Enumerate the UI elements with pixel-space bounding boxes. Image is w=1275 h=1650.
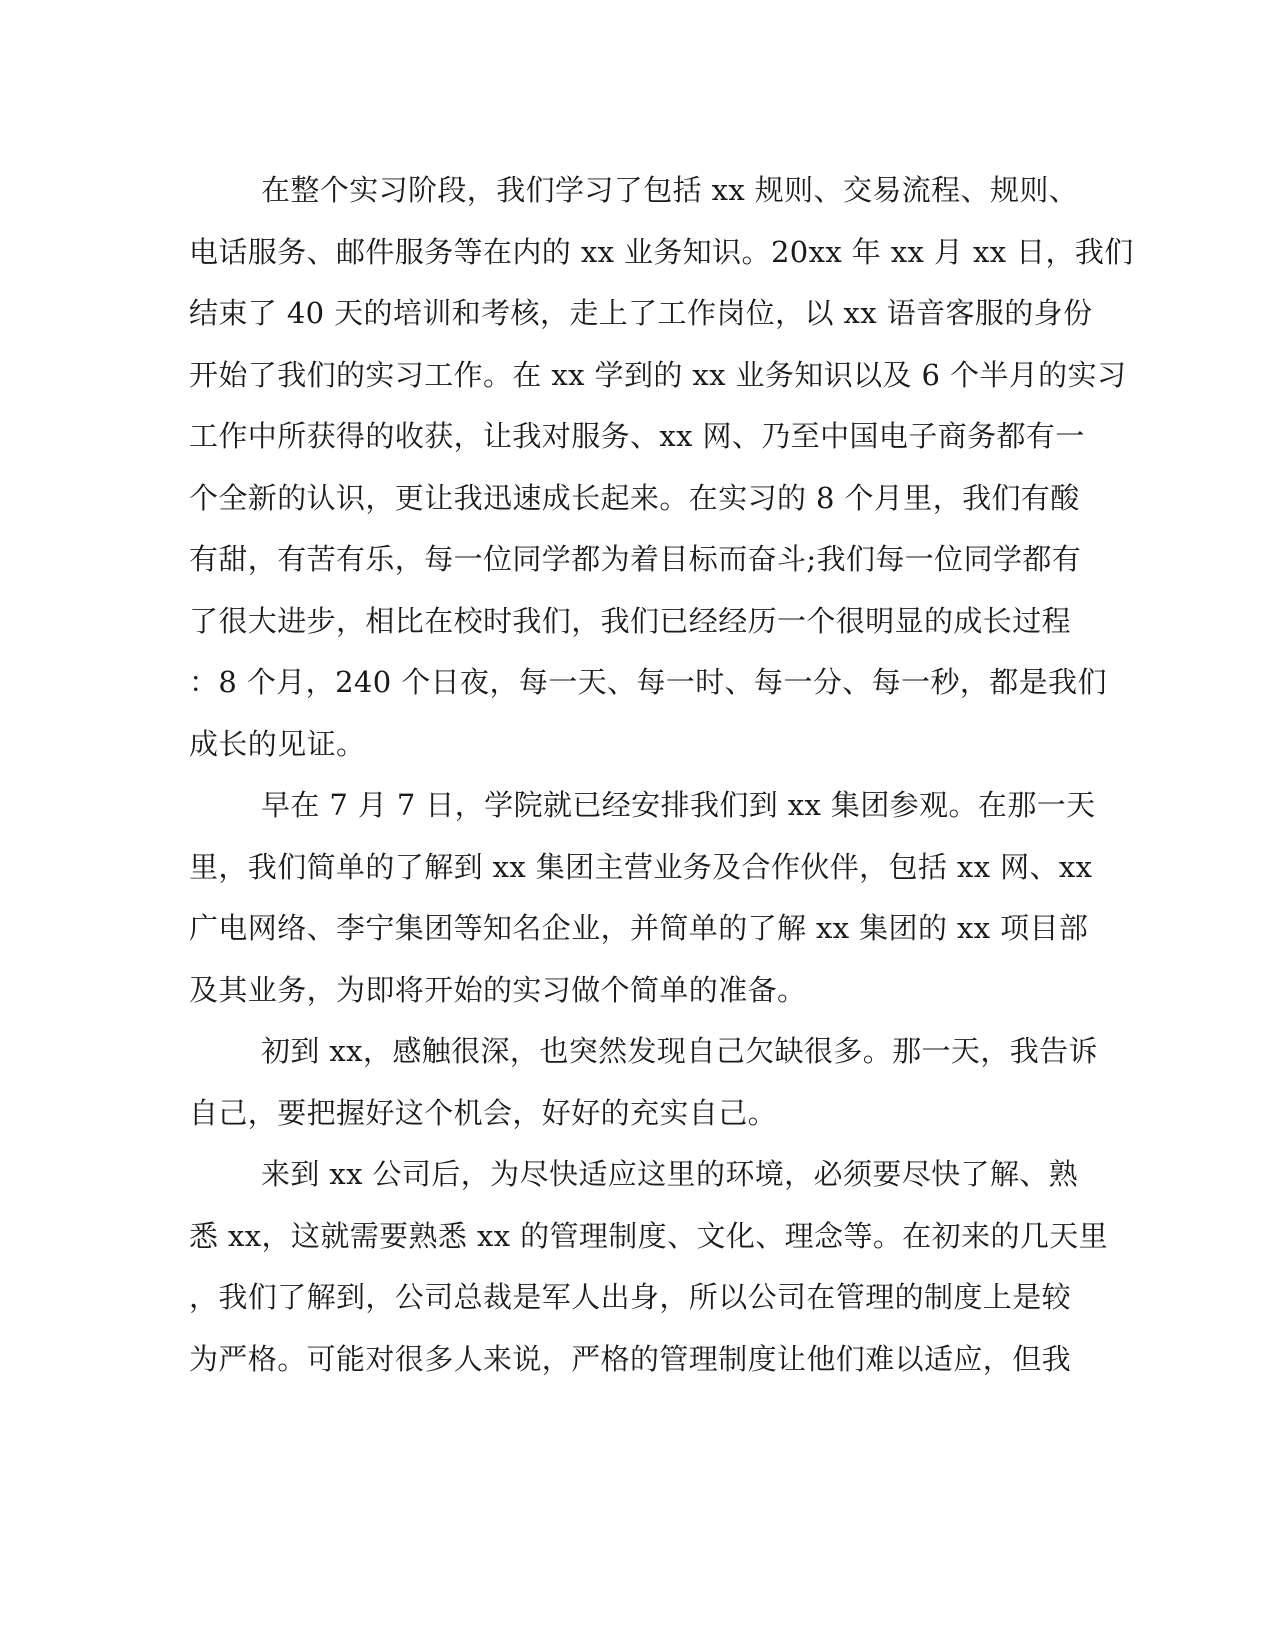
- paragraph-2-line-3: 广电网络、李宁集团等知名企业，并简单的了解 xx 集团的 xx 项目部: [189, 911, 1089, 945]
- paragraph-2-line-1: 早在 7 月 7 日，学院就已经安排我们到 xx 集团参观。在那一天: [261, 788, 1096, 822]
- paragraph-2-line-2: 里，我们简单的了解到 xx 集团主营业务及合作伙伴，包括 xx 网、xx: [189, 849, 1093, 884]
- paragraph-4-line-3: ，我们了解到，公司总裁是军人出身，所以公司在管理的制度上是较: [189, 1280, 1072, 1314]
- paragraph-1-line-7: 有甜，有苦有乐，每一位同学都为着目标而奋斗;我们每一位同学都有: [189, 542, 1082, 576]
- paragraph-4-line-4: 为严格。可能对很多人来说，严格的管理制度让他们难以适应，但我: [189, 1341, 1072, 1376]
- paragraph-4-line-2: 悉 xx，这就需要熟悉 xx 的管理制度、文化、理念等。在初来的几天里: [189, 1218, 1109, 1253]
- paragraph-3-line-1: 初到 xx，感触很深，也突然发现自己欠缺很多。那一天，我告诉: [261, 1034, 1098, 1068]
- paragraph-1-line-1: 在整个实习阶段，我们学习了包括 xx 规则、交易流程、规则、: [261, 173, 1079, 207]
- paragraph-1-line-2: 电话服务、邮件服务等在内的 xx 业务知识。20xx 年 xx 月 xx 日，我们: [189, 234, 1134, 269]
- paragraph-2-line-4: 及其业务，为即将开始的实习做个简单的准备。: [189, 972, 807, 1007]
- paragraph-1-line-5: 工作中所获得的收获，让我对服务、xx 网、乃至中国电子商务都有一: [189, 419, 1085, 453]
- paragraph-1-line-9: ：8 个月，240 个日夜，每一天、每一时、每一分、每一秒，都是我们: [189, 665, 1107, 699]
- paragraph-3-line-2: 自己，要把握好这个机会，好好的充实自己。: [189, 1095, 778, 1130]
- paragraph-1-line-3: 结束了 40 天的培训和考核，走上了工作岗位，以 xx 语音客服的身份: [189, 296, 1093, 330]
- paragraph-1-line-10: 成长的见证。: [189, 726, 366, 761]
- paragraph-1-line-4: 开始了我们的实习工作。在 xx 学到的 xx 业务知识以及 6 个半月的实习: [189, 357, 1127, 392]
- document-body: [189, 160, 1134, 1390]
- paragraph-4-line-1: 来到 xx 公司后，为尽快适应这里的环境，必须要尽快了解、熟: [261, 1157, 1079, 1191]
- paragraph-1-line-6: 个全新的认识，更让我迅速成长起来。在实习的 8 个月里，我们有酸: [189, 480, 1080, 515]
- paragraph-1-line-8: 了很大进步，相比在校时我们，我们已经经历一个很明显的成长过程: [189, 603, 1072, 638]
